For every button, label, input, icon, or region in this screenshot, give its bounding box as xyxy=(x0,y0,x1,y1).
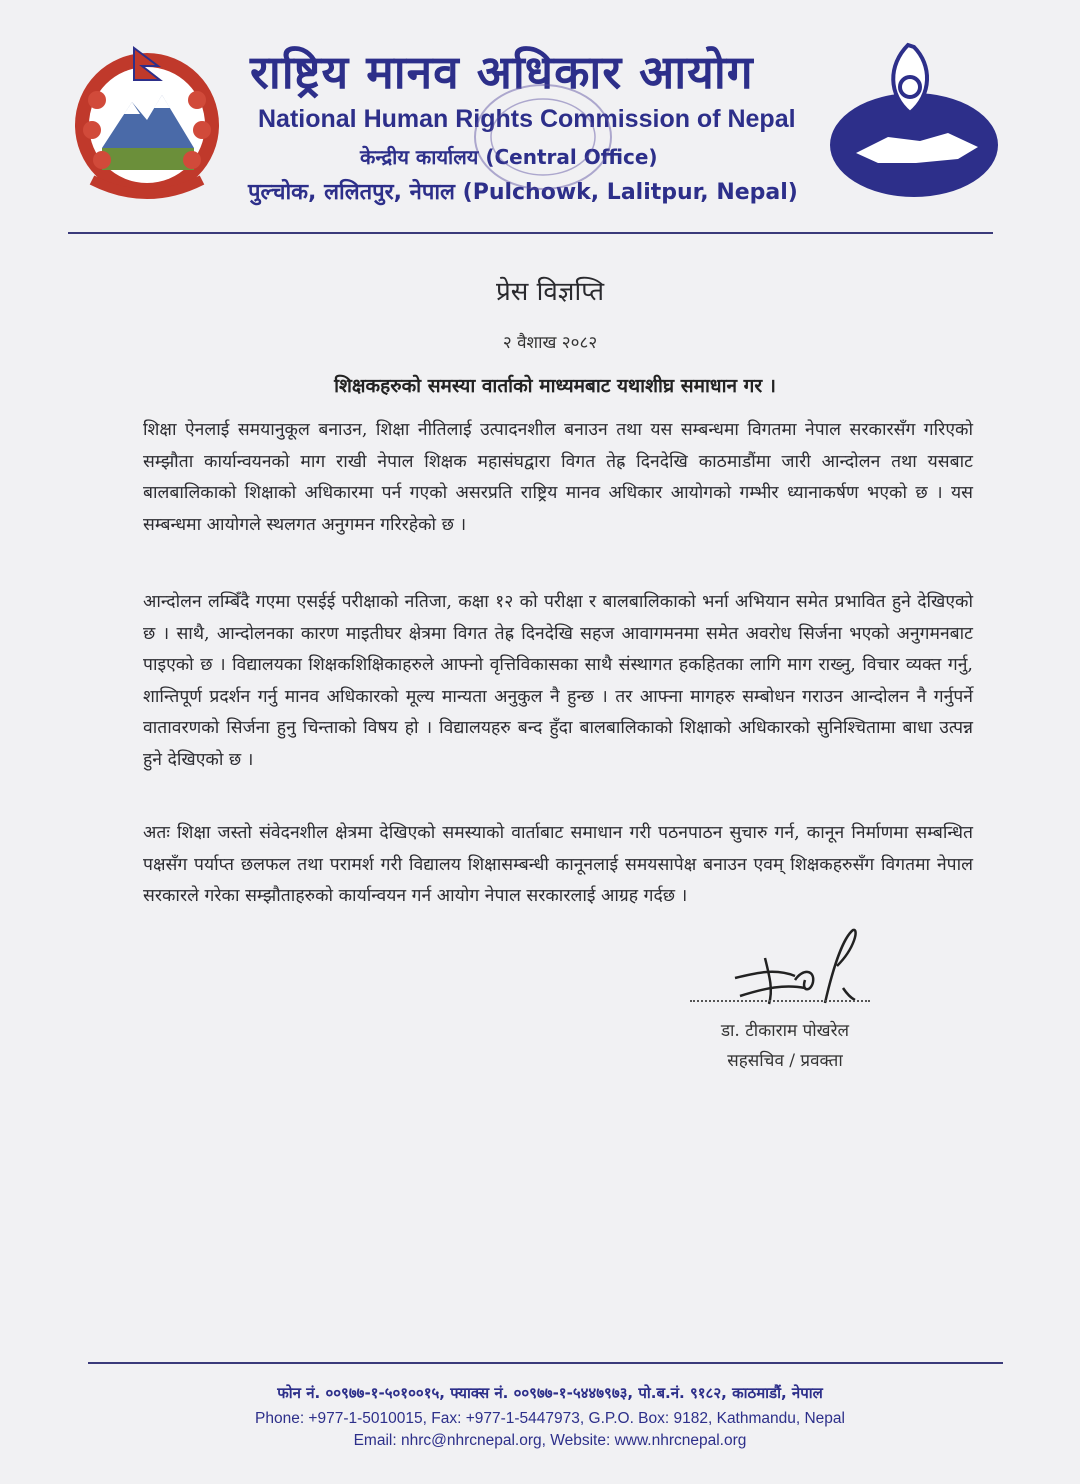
signatory-title: सहसचिव / प्रवक्ता xyxy=(727,1051,843,1071)
handwritten-signature xyxy=(725,918,865,1018)
footer-contact-english: Phone: +977-1-5010015, Fax: +977-1-5447973, G.P.O. Box: 9182, Kathmandu, Nepal xyxy=(255,1410,845,1427)
footer-divider xyxy=(88,1362,1003,1364)
signature-line xyxy=(690,992,870,1002)
nepal-national-emblem-icon xyxy=(62,40,232,205)
commission-title-nepali: राष्ट्रिय मानव अधिकार आयोग xyxy=(250,45,754,99)
header-divider xyxy=(68,232,993,234)
document-date: २ वैशाख २०८२ xyxy=(502,333,598,353)
body-paragraph-2: आन्दोलन लम्बिँदै गएमा एसईई परीक्षाको नतिजा, कक्षा १२ को परीक्षा र बालबालिकाको भर्ना अभियान समेत प्रभावित हुने देखिएको छ । साथै, आन्दोलनका कारण माइतीघर क्षेत्रमा विगत तेह्र दिनदेखि सहज आवागमनमा समेत अवरोध सिर्जना भएको अनुगमनबाट पाइएको छ । विद्यालयका शिक्षकशिक्षिकाहरुले आफ्नो वृत्तिविकासका साथै संस्थागत हकहितका लागि माग राख्नु, विचार व्यक्त गर्नु, शान्तिपूर्ण प्रदर्शन गर्नु मानव अधिकारको मूल्य मान्यता अनुकुल नै हुन्छ । तर आफ्ना मागहरु सम्बोधन गराउन आन्दोलन नै गर्नुपर्ने वातावरणको सिर्जना हुनु चिन्ताको विषय हो । विद्यालयहरु बन्द हुँदा बालबालिकाको शिक्षाको अधिकारको सुनिश्चितामा बाधा उत्पन्न हुने देखिएको छ । xyxy=(143,592,973,770)
signatory-name: डा. टीकाराम पोखरेल xyxy=(720,1021,850,1041)
body-paragraph-3: अतः शिक्षा जस्तो संवेदनशील क्षेत्रमा देखिएको समस्याको वार्ताबाट समाधान गरी पठनपाठन सुचारु गर्न, कानून निर्माणमा सम्बन्धित पक्षसँग पर्याप्त छलफल तथा परामर्श गरी विद्यालय शिक्षासम्बन्धी कानूनलाई समयसापेक्ष बनाउन एवम् शिक्षकहरुसँग विगतमा नेपाल सरकारले गरेका सम्झौताहरुको कार्यान्वयन गर्न आयोग नेपाल सरकारलाई आग्रह गर्दछ । xyxy=(143,823,973,906)
office-stamp-icon xyxy=(468,80,618,195)
office-line: केन्द्रीय कार्यालय (Central Office) xyxy=(360,145,658,169)
body-paragraph-1: शिक्षा ऐनलाई समयानुकूल बनाउन, शिक्षा नीतिलाई उत्पादनशील बनाउन तथा यस सम्बन्धमा विगतमा नेपाल सरकारसँग गरिएको सम्झौता कार्यान्वयनको माग राखी नेपाल शिक्षक महासंघद्वारा विगत तेह्र दिनदेखि काठमाडौंमा जारी आन्दोलन तथा यसबाट बालबालिकाको शिक्षाको अधिकारमा पर्न गएको असरप्रति राष्ट्रिय मानव अधिकार आयोगको गम्भीर ध्यानाकर्षण भएको छ । यस सम्बन्धमा आयोगले स्थलगत अनुगमन गरिरहेको छ । xyxy=(143,420,973,535)
footer-contact-nepali: फोन नं. ००९७७-१-५०१००१५, फ्याक्स नं. ००९७७-१-५४४७९७३, पो.ब.नं. ९१८२, काठमाडौं, नेपाल xyxy=(277,1384,823,1402)
commission-title-english: National Human Rights Commission of Nepal xyxy=(258,105,796,133)
document-heading: शिक्षकहरुको समस्या वार्ताको माध्यमबाट यथाशीघ्र समाधान गर । xyxy=(334,375,776,397)
address-line: पुल्चोक, ललितपुर, नेपाल (Pulchowk, Lalitpur, Nepal) xyxy=(248,180,798,205)
footer-email-website: Email: nhrc@nhrcnepal.org, Website: www.nhrcnepal.org xyxy=(353,1432,747,1449)
nhrc-logo-icon xyxy=(828,35,1000,200)
document-title: प्रेस विज्ञप्ति xyxy=(495,277,605,307)
